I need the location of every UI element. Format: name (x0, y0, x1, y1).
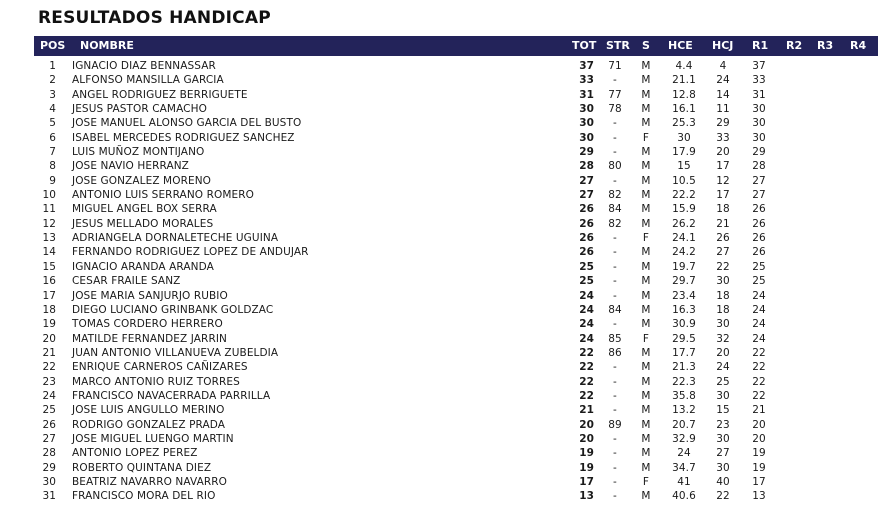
cell-hcj: 18 (716, 203, 730, 216)
cell-str: - (613, 260, 617, 273)
cell-r1: 30 (752, 131, 766, 144)
cell-r1: 24 (752, 303, 766, 316)
table-row (34, 375, 878, 389)
header-nombre: NOMBRE (80, 39, 134, 52)
cell-name: DIEGO LUCIANO GRINBANK GOLDZAC (72, 303, 274, 316)
cell-r1: 37 (752, 60, 766, 72)
cell-name: JOSE NAVIO HERRANZ (72, 160, 189, 173)
cell-sex: M (641, 318, 651, 331)
cell-r1: 21 (752, 404, 766, 417)
table-row (34, 446, 878, 460)
cell-tot: 22 (579, 361, 594, 374)
cell-hce: 17.7 (672, 346, 696, 359)
cell-hcj: 29 (716, 117, 730, 130)
cell-pos: 13 (42, 232, 56, 245)
cell-hcj: 20 (716, 146, 730, 159)
cell-r1: 28 (752, 160, 766, 173)
cell-r1: 26 (752, 217, 766, 230)
cell-hcj: 15 (716, 404, 730, 417)
cell-hcj: 30 (716, 389, 730, 402)
cell-tot: 24 (579, 332, 594, 345)
cell-pos: 25 (42, 404, 56, 417)
table-row (34, 489, 878, 503)
cell-name: JOSE MIGUEL LUENGO MARTIN (72, 432, 234, 445)
cell-sex: M (641, 275, 651, 288)
cell-pos: 5 (49, 117, 56, 130)
table-row (34, 360, 878, 374)
cell-name: ADRIANGELA DORNALETECHE UGUINA (72, 232, 279, 245)
cell-tot: 28 (579, 160, 594, 173)
cell-hcj: 33 (716, 131, 730, 144)
cell-pos: 24 (42, 389, 56, 402)
cell-sex: M (641, 103, 651, 116)
cell-hce: 23.4 (672, 289, 696, 302)
cell-str: 82 (608, 189, 622, 202)
cell-str: 77 (608, 88, 622, 101)
cell-name: CESAR FRAILE SANZ (72, 275, 181, 288)
cell-sex: M (641, 260, 651, 273)
cell-name: MARCO ANTONIO RUIZ TORRES (72, 375, 240, 388)
results-table-body (34, 59, 878, 504)
cell-str: - (613, 117, 617, 130)
table-row (34, 260, 878, 274)
cell-pos: 2 (49, 74, 56, 87)
cell-hcj: 12 (716, 174, 730, 187)
cell-tot: 19 (579, 461, 594, 474)
table-row (34, 231, 878, 245)
cell-hcj: 17 (716, 189, 730, 202)
table-row (34, 188, 878, 202)
cell-pos: 22 (42, 361, 56, 374)
cell-r1: 17 (752, 475, 766, 488)
cell-sex: M (641, 447, 651, 460)
cell-r1: 22 (752, 389, 766, 402)
cell-name: JESUS PASTOR CAMACHO (72, 103, 207, 116)
cell-sex: M (641, 490, 651, 503)
cell-sex: M (641, 189, 651, 202)
cell-tot: 19 (579, 447, 594, 460)
cell-hce: 20.7 (672, 418, 696, 431)
cell-hcj: 26 (716, 232, 730, 245)
cell-tot: 22 (579, 389, 594, 402)
cell-r1: 25 (752, 275, 766, 288)
header-tot: TOT (572, 39, 597, 52)
table-row (34, 59, 878, 73)
cell-hcj: 24 (716, 74, 730, 87)
cell-pos: 19 (42, 318, 56, 331)
cell-pos: 21 (42, 346, 56, 359)
cell-pos: 4 (49, 103, 56, 116)
cell-hcj: 32 (716, 332, 730, 345)
cell-hcj: 17 (716, 160, 730, 173)
cell-hce: 19.7 (672, 260, 696, 273)
table-row (34, 88, 878, 102)
cell-str: - (613, 131, 617, 144)
cell-r1: 22 (752, 361, 766, 374)
cell-str: 78 (608, 103, 622, 116)
cell-r1: 22 (752, 346, 766, 359)
cell-hce: 34.7 (672, 461, 696, 474)
cell-r1: 26 (752, 232, 766, 245)
cell-tot: 20 (579, 432, 594, 445)
cell-hcj: 24 (716, 361, 730, 374)
cell-sex: M (641, 74, 651, 87)
table-row (34, 317, 878, 331)
cell-hcj: 18 (716, 289, 730, 302)
cell-name: MIGUEL ANGEL BOX SERRA (72, 203, 217, 216)
cell-pos: 29 (42, 461, 56, 474)
cell-str: 71 (608, 60, 622, 72)
table-row (34, 245, 878, 259)
table-row (34, 289, 878, 303)
cell-hcj: 23 (716, 418, 730, 431)
cell-pos: 11 (42, 203, 56, 216)
cell-pos: 31 (42, 490, 56, 503)
cell-sex: M (641, 375, 651, 388)
cell-name: JOSE GONZALEZ MORENO (72, 174, 212, 187)
cell-hce: 12.8 (672, 88, 696, 101)
cell-name: FERNANDO RODRIGUEZ LOPEZ DE ANDUJAR (72, 246, 309, 259)
cell-tot: 27 (579, 189, 594, 202)
cell-name: ANTONIO LUIS SERRANO ROMERO (72, 189, 254, 202)
cell-name: ROBERTO QUINTANA DIEZ (72, 461, 212, 474)
page-title: RESULTADOS HANDICAP (38, 8, 271, 28)
table-header (34, 36, 878, 56)
header-hce: HCE (668, 39, 693, 52)
cell-sex: M (641, 361, 651, 374)
cell-tot: 25 (579, 275, 594, 288)
table-row (34, 102, 878, 116)
cell-hce: 29.7 (672, 275, 696, 288)
cell-tot: 31 (579, 88, 594, 101)
cell-str: - (613, 432, 617, 445)
cell-sex: M (641, 289, 651, 302)
cell-hce: 24.1 (672, 232, 696, 245)
cell-sex: M (641, 174, 651, 187)
cell-pos: 9 (49, 174, 56, 187)
table-row (34, 303, 878, 317)
cell-pos: 17 (42, 289, 56, 302)
cell-tot: 25 (579, 260, 594, 273)
cell-r1: 27 (752, 174, 766, 187)
cell-hcj: 30 (716, 432, 730, 445)
cell-hce: 21.1 (672, 74, 696, 87)
cell-str: - (613, 246, 617, 259)
cell-pos: 3 (49, 88, 56, 101)
cell-name: ISABEL MERCEDES RODRIGUEZ SANCHEZ (72, 131, 295, 144)
cell-sex: M (641, 217, 651, 230)
cell-str: 84 (608, 303, 622, 316)
cell-tot: 21 (579, 404, 594, 417)
cell-hcj: 22 (716, 260, 730, 273)
cell-r1: 26 (752, 246, 766, 259)
cell-str: - (613, 289, 617, 302)
cell-hce: 35.8 (672, 389, 696, 402)
cell-sex: M (641, 346, 651, 359)
cell-r1: 27 (752, 189, 766, 202)
cell-hcj: 21 (716, 217, 730, 230)
cell-hcj: 30 (716, 318, 730, 331)
cell-sex: M (641, 88, 651, 101)
cell-hce: 24 (677, 447, 691, 460)
cell-tot: 26 (579, 246, 594, 259)
cell-r1: 20 (752, 432, 766, 445)
cell-sex: F (642, 332, 650, 345)
cell-name: IGNACIO ARANDA ARANDA (72, 260, 214, 273)
cell-pos: 20 (42, 332, 56, 345)
cell-pos: 7 (49, 146, 56, 159)
table-row (34, 475, 878, 489)
cell-str: 85 (608, 332, 622, 345)
cell-pos: 18 (42, 303, 56, 316)
cell-pos: 16 (42, 275, 56, 288)
cell-str: - (613, 447, 617, 460)
cell-str: - (613, 74, 617, 87)
cell-str: - (613, 174, 617, 187)
cell-tot: 24 (579, 318, 594, 331)
cell-r1: 25 (752, 260, 766, 273)
cell-pos: 27 (42, 432, 56, 445)
cell-sex: M (641, 60, 651, 72)
cell-r1: 24 (752, 318, 766, 331)
cell-hcj: 30 (716, 275, 730, 288)
cell-str: - (613, 375, 617, 388)
cell-r1: 13 (752, 490, 766, 503)
header-pos: POS (40, 39, 66, 52)
cell-name: ENRIQUE CARNEROS CAÑIZARES (72, 361, 248, 374)
cell-hce: 30 (677, 131, 691, 144)
cell-r1: 24 (752, 289, 766, 302)
cell-hce: 10.5 (672, 174, 696, 187)
cell-str: 86 (608, 346, 622, 359)
cell-name: IGNACIO DIAZ BENNASSAR (72, 60, 216, 72)
table-row (34, 418, 878, 432)
cell-pos: 8 (49, 160, 56, 173)
cell-hce: 15 (677, 160, 691, 173)
cell-hcj: 25 (716, 375, 730, 388)
table-row (34, 432, 878, 446)
table-row (34, 131, 878, 145)
cell-str: 89 (608, 418, 622, 431)
cell-hce: 17.9 (672, 146, 696, 159)
cell-hce: 24.2 (672, 246, 696, 259)
cell-name: BEATRIZ NAVARRO NAVARRO (72, 475, 228, 488)
table-row (34, 346, 878, 360)
cell-sex: M (641, 461, 651, 474)
cell-pos: 26 (42, 418, 56, 431)
cell-hce: 22.3 (672, 375, 696, 388)
cell-tot: 24 (579, 289, 594, 302)
cell-hce: 16.3 (672, 303, 696, 316)
table-row (34, 389, 878, 403)
cell-r1: 29 (752, 146, 766, 159)
cell-r1: 19 (752, 461, 766, 474)
cell-hce: 41 (677, 475, 691, 488)
cell-r1: 33 (752, 74, 766, 87)
cell-str: 82 (608, 217, 622, 230)
cell-name: JOSE MANUEL ALONSO GARCIA DEL BUSTO (72, 117, 302, 130)
cell-str: - (613, 404, 617, 417)
table-row (34, 332, 878, 346)
cell-name: JUAN ANTONIO VILLANUEVA ZUBELDIA (72, 346, 279, 359)
cell-sex: M (641, 389, 651, 402)
cell-r1: 19 (752, 447, 766, 460)
cell-str: - (613, 461, 617, 474)
table-row (34, 159, 878, 173)
header-str: STR (606, 39, 630, 52)
cell-name: JOSE LUIS ANGULLO MERINO (72, 404, 225, 417)
cell-str: - (613, 361, 617, 374)
table-row (34, 145, 878, 159)
cell-str: 80 (608, 160, 622, 173)
cell-hcj: 11 (716, 103, 730, 116)
cell-r1: 24 (752, 332, 766, 345)
cell-pos: 30 (42, 475, 56, 488)
cell-pos: 10 (42, 189, 56, 202)
cell-tot: 30 (579, 117, 594, 130)
cell-pos: 23 (42, 375, 56, 388)
cell-hce: 13.2 (672, 404, 696, 417)
cell-tot: 20 (579, 418, 594, 431)
cell-str: - (613, 232, 617, 245)
cell-tot: 22 (579, 346, 594, 359)
cell-sex: M (641, 203, 651, 216)
cell-hcj: 40 (716, 475, 730, 488)
cell-hcj: 27 (716, 447, 730, 460)
cell-name: JESUS MELLADO MORALES (72, 217, 214, 230)
cell-tot: 26 (579, 217, 594, 230)
cell-tot: 30 (579, 103, 594, 116)
cell-pos: 15 (42, 260, 56, 273)
cell-r1: 26 (752, 203, 766, 216)
cell-sex: F (642, 475, 650, 488)
cell-hcj: 14 (716, 88, 730, 101)
cell-hce: 32.9 (672, 432, 696, 445)
table-row (34, 174, 878, 188)
cell-r1: 30 (752, 103, 766, 116)
cell-hce: 22.2 (672, 189, 696, 202)
cell-hcj: 18 (716, 303, 730, 316)
cell-tot: 24 (579, 303, 594, 316)
cell-name: FRANCISCO MORA DEL RIO (72, 490, 216, 503)
cell-name: MATILDE FERNANDEZ JARRIN (72, 332, 227, 345)
cell-name: FRANCISCO NAVACERRADA PARRILLA (72, 389, 271, 402)
table-row (34, 461, 878, 475)
cell-sex: M (641, 432, 651, 445)
header-r4: R4 (850, 39, 867, 52)
cell-hce: 15.9 (672, 203, 696, 216)
table-row (34, 202, 878, 216)
cell-sex: M (641, 117, 651, 130)
cell-sex: M (641, 246, 651, 259)
table-row (34, 116, 878, 130)
cell-sex: M (641, 160, 651, 173)
cell-sex: F (642, 131, 650, 144)
cell-name: ANTONIO LOPEZ PEREZ (72, 447, 198, 460)
cell-r1: 20 (752, 418, 766, 431)
cell-tot: 13 (579, 490, 594, 503)
header-hcj: HCJ (712, 39, 734, 52)
table-row (34, 403, 878, 417)
cell-hcj: 27 (716, 246, 730, 259)
cell-tot: 30 (579, 131, 594, 144)
cell-name: ANGEL RODRIGUEZ BERRIGUETE (72, 88, 248, 101)
cell-hcj: 4 (719, 60, 727, 72)
cell-name: JOSE MARIA SANJURJO RUBIO (72, 289, 228, 302)
cell-hce: 21.3 (672, 361, 696, 374)
cell-r1: 31 (752, 88, 766, 101)
cell-tot: 29 (579, 146, 594, 159)
cell-r1: 22 (752, 375, 766, 388)
header-r3: R3 (817, 39, 834, 52)
cell-hce: 4.4 (675, 60, 693, 72)
cell-str: 84 (608, 203, 622, 216)
cell-name: LUIS MUÑOZ MONTIJANO (72, 146, 205, 159)
cell-hcj: 30 (716, 461, 730, 474)
cell-pos: 1 (49, 60, 56, 72)
cell-hce: 29.5 (672, 332, 696, 345)
cell-pos: 28 (42, 447, 56, 460)
table-row (34, 274, 878, 288)
header-s: S (642, 39, 650, 52)
cell-hcj: 20 (716, 346, 730, 359)
cell-sex: M (641, 146, 651, 159)
cell-pos: 6 (49, 131, 56, 144)
cell-hcj: 22 (716, 490, 730, 503)
cell-pos: 14 (42, 246, 56, 259)
cell-sex: M (641, 303, 651, 316)
cell-name: ALFONSO MANSILLA GARCIA (72, 74, 224, 87)
cell-sex: M (641, 404, 651, 417)
cell-tot: 26 (579, 203, 594, 216)
table-row (34, 217, 878, 231)
cell-sex: M (641, 418, 651, 431)
cell-r1: 30 (752, 117, 766, 130)
cell-tot: 17 (579, 475, 594, 488)
header-r1: R1 (752, 39, 769, 52)
cell-hce: 25.3 (672, 117, 696, 130)
cell-tot: 26 (579, 232, 594, 245)
cell-str: - (613, 146, 617, 159)
table-row (34, 73, 878, 87)
cell-name: TOMAS CORDERO HERRERO (72, 318, 223, 331)
cell-str: - (613, 475, 617, 488)
cell-str: - (613, 318, 617, 331)
cell-name: RODRIGO GONZALEZ PRADA (72, 418, 226, 431)
cell-hce: 30.9 (672, 318, 696, 331)
header-r2: R2 (786, 39, 803, 52)
cell-hce: 40.6 (672, 490, 696, 503)
cell-pos: 12 (42, 217, 56, 230)
cell-hce: 26.2 (672, 217, 696, 230)
cell-tot: 27 (579, 174, 594, 187)
cell-str: - (613, 389, 617, 402)
cell-sex: F (642, 232, 650, 245)
cell-str: - (613, 490, 617, 503)
cell-tot: 22 (579, 375, 594, 388)
cell-tot: 33 (579, 74, 594, 87)
cell-hce: 16.1 (672, 103, 696, 116)
cell-str: - (613, 275, 617, 288)
cell-tot: 37 (579, 60, 594, 72)
